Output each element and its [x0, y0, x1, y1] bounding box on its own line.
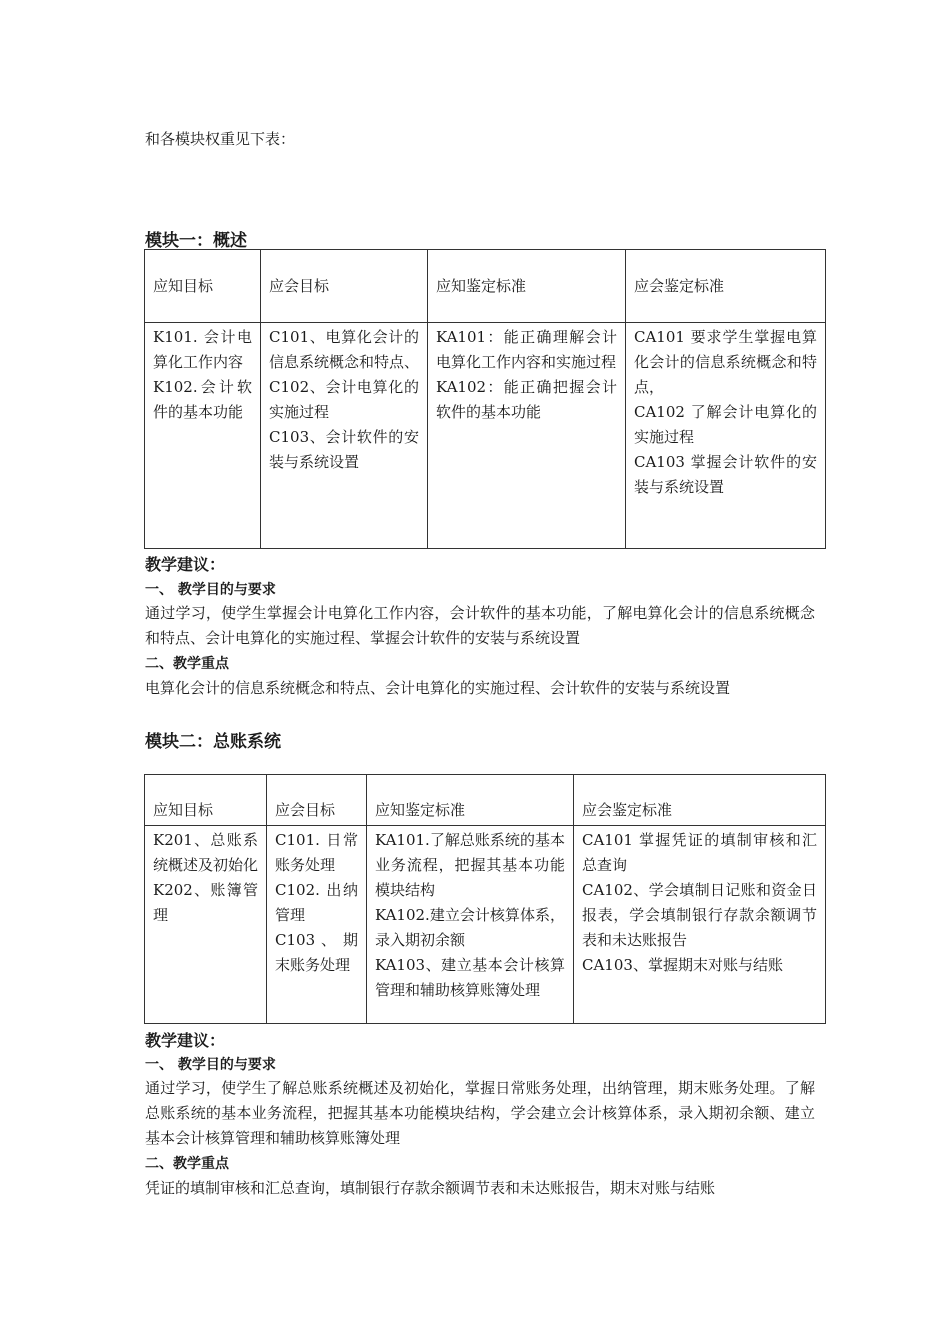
module-2-title: 模块二：总账系统	[145, 732, 281, 752]
header-cell: 应知目标	[145, 775, 267, 826]
header-cell: 应会鉴定标准	[626, 250, 826, 323]
cell-line: K101. 会计电算化工作内容	[153, 328, 252, 371]
table-cell	[626, 323, 826, 549]
table-cell	[574, 826, 826, 1024]
table-cell	[428, 323, 626, 549]
cell-line: KA101.了解总账系统的基本业务流程，把握其基本功能模块结构	[375, 831, 565, 899]
module-2-goal-text: 通过学习，使学生了解总账系统概述及初始化，掌握日常账务处理，出纳管理，期末账务处理。了解总账系统的基本业务流程，把握其基本功能模块结构，学会建立会计核算体系，录入期初余额、建立基本会计核算管理和辅助核算账簿处理	[145, 1079, 815, 1147]
cell-line: CA103、掌握期末对账与结账	[582, 956, 783, 974]
cell-line: K202、账簿管理	[153, 881, 258, 924]
cell-line: K201、总账系统概述及初始化	[153, 831, 259, 874]
module-2-goal-title: 一、 教学目的与要求	[145, 1057, 276, 1073]
cell-line: C101. 日常账务处理	[275, 831, 358, 874]
cell-line: KA102：能正确把握会计软件的基本功能	[436, 378, 617, 421]
module-1-goal-text: 通过学习，使学生掌握会计电算化工作内容，会计软件的基本功能，了解电算化会计的信息系统概念和特点、会计电算化的实施过程、掌握会计软件的安装与系统设置	[145, 604, 815, 647]
header-cell: 应会鉴定标准	[574, 775, 826, 826]
table-row	[145, 323, 826, 549]
cell-line: K102.会计软件的基本功能	[153, 378, 252, 421]
cell-line: KA103、建立基本会计核算管理和辅助核算账簿处理	[375, 956, 565, 999]
module-2-table	[144, 774, 826, 1024]
cell-line: CA102 了解会计电算化的实施过程	[634, 403, 817, 446]
intro-text: 和各模块权重见下表：	[145, 130, 296, 148]
table-cell	[367, 826, 574, 1024]
header-cell: 应知目标	[145, 250, 261, 323]
table-cell	[267, 826, 367, 1024]
module-1-focus-text: 电算化会计的信息系统概念和特点、会计电算化的实施过程、会计软件的安装与系统设置	[145, 679, 731, 697]
table-row	[145, 826, 826, 1024]
table-header-row	[145, 250, 826, 323]
cell-line: KA101：能正确理解会计电算化工作内容和实施过程	[436, 328, 617, 371]
module-2-focus-text: 凭证的填制审核和汇总查询，填制银行存款余额调节表和未达账报告，期末对账与结账	[145, 1179, 716, 1197]
cell-line: C103 、 期末账务处理	[275, 931, 358, 974]
module-1-title: 模块一：概述	[145, 231, 247, 251]
cell-line: KA102.建立会计核算体系，录入期初余额	[375, 906, 565, 949]
table-cell	[145, 826, 267, 1024]
cell-line: C102、会计电算化的实施过程	[269, 378, 419, 421]
header-cell: 应知鉴定标准	[367, 775, 574, 826]
module-2-focus-title: 二、教学重点	[145, 1156, 229, 1172]
table-cell	[261, 323, 428, 549]
cell-line: C103、会计软件的安装与系统设置	[269, 428, 419, 471]
header-cell: 应知鉴定标准	[428, 250, 626, 323]
cell-line: CA102、学会填制日记账和资金日报表，学会填制银行存款余额调节表和未达账报告	[582, 881, 817, 949]
module-1-focus-title: 二、教学重点	[145, 656, 229, 672]
module-1-advice-title: 教学建议：	[145, 555, 226, 574]
module-1-table	[144, 249, 826, 549]
cell-line: CA101 掌握凭证的填制审核和汇总查询	[582, 831, 817, 874]
header-cell: 应会目标	[267, 775, 367, 826]
module-2-advice-title: 教学建议：	[145, 1031, 226, 1050]
table-header-row	[145, 775, 826, 826]
cell-line: C102. 出纳管理	[275, 881, 358, 924]
header-cell: 应会目标	[261, 250, 428, 323]
cell-line: C101、电算化会计的信息系统概念和特点、	[269, 328, 420, 371]
table-cell	[145, 323, 261, 549]
module-1-goal-title: 一、 教学目的与要求	[145, 582, 276, 598]
cell-line: CA101 要求学生掌握电算化会计的信息系统概念和特点，	[634, 328, 817, 396]
cell-line: CA103 掌握会计软件的安装与系统设置	[634, 453, 817, 496]
